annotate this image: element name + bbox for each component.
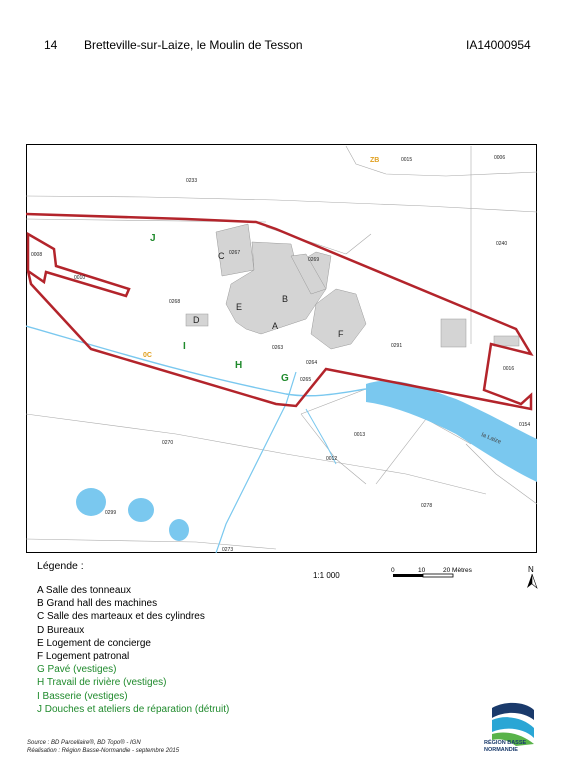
pond xyxy=(128,498,154,522)
legend-title: Légende : xyxy=(37,560,84,572)
svg-text:20 Mètres: 20 Mètres xyxy=(443,567,472,574)
zone-h-label: H xyxy=(235,360,243,371)
region-logo-text: RÉGION BASSE NORMANDIE xyxy=(484,740,527,753)
legend-item: H Travail de rivière (vestiges) xyxy=(37,677,167,689)
parcel-0013: 0013 xyxy=(354,432,366,438)
zone-g-label: G xyxy=(281,373,289,384)
document-reference: IA14000954 xyxy=(466,38,531,52)
zone-i-label: I xyxy=(183,341,186,352)
building-d-label: D xyxy=(193,315,200,325)
legend-item: J Douches et ateliers de réparation (détruit) xyxy=(37,703,230,715)
legend-item: B Grand hall des machines xyxy=(37,598,158,610)
building-b-label: B xyxy=(282,294,289,304)
legend-item: F Logement patronal xyxy=(37,651,130,663)
pond xyxy=(76,488,106,516)
river-label: la Laize xyxy=(480,432,502,446)
parcel-0278: 0278 xyxy=(421,503,433,509)
svg-text:10: 10 xyxy=(418,567,426,574)
parcel-0273: 0273 xyxy=(222,547,234,553)
section-zb-label: ZB xyxy=(370,157,380,164)
building-f-label: F xyxy=(338,329,344,339)
parcel-0268: 0268 xyxy=(169,299,181,305)
north-arrow-icon xyxy=(524,563,540,589)
parcel-0291: 0291 xyxy=(391,343,403,349)
legend-list xyxy=(37,584,229,716)
parcel-0233: 0233 xyxy=(186,178,198,184)
parcel-0010: 0010 xyxy=(74,275,86,281)
parcel-0008: 0008 xyxy=(31,252,43,258)
parcel-0267: 0267 xyxy=(229,250,241,256)
parcel-0240: 0240 xyxy=(496,241,508,247)
parcel-0270: 0270 xyxy=(162,440,174,446)
scale-bar xyxy=(388,562,508,584)
cadastral-map xyxy=(26,144,537,553)
page-number: 14 xyxy=(44,38,58,52)
legend-item: G Pavé (vestiges) xyxy=(37,664,117,676)
legend-item: A Salle des tonneaux xyxy=(37,585,131,596)
legend-item: C Salle des marteaux et des cylindres xyxy=(37,611,205,623)
parcel-0006: 0006 xyxy=(494,155,506,161)
legend-item: D Bureaux xyxy=(37,624,85,636)
scale-ratio: 1:1 000 xyxy=(313,571,340,580)
pond xyxy=(169,519,189,541)
parcel-0265: 0265 xyxy=(300,377,312,383)
page-title: Bretteville-sur-Laize, le Moulin de Tesson xyxy=(84,38,303,52)
parcel-0012: 0012 xyxy=(326,456,338,462)
parcel-0264: 0264 xyxy=(306,360,318,366)
zone-j-label: J xyxy=(150,233,156,244)
building-e-label: E xyxy=(236,302,243,312)
parcel-0263: 0263 xyxy=(272,345,284,351)
parcel-0015: 0015 xyxy=(401,157,413,163)
building-a-label: A xyxy=(272,321,279,331)
legend-item: E Logement de concierge xyxy=(37,637,151,649)
parcel-0299: 0299 xyxy=(105,510,117,516)
parcel-0016: 0016 xyxy=(503,366,515,372)
parcel-0154: 0154 xyxy=(519,422,531,428)
section-0c-label: 0C xyxy=(143,352,152,359)
parcel-0269: 0269 xyxy=(308,257,320,263)
svg-text:0: 0 xyxy=(391,567,395,574)
source-credit: Source : BD Parcellaire®, BD Topo® - IGN Réalisation : Région Basse-Normandie - septembre 2015 xyxy=(27,740,180,754)
svg-text:N: N xyxy=(528,565,534,574)
building-c-label: C xyxy=(218,251,225,261)
legend-item: I Basserie (vestiges) xyxy=(37,690,128,702)
